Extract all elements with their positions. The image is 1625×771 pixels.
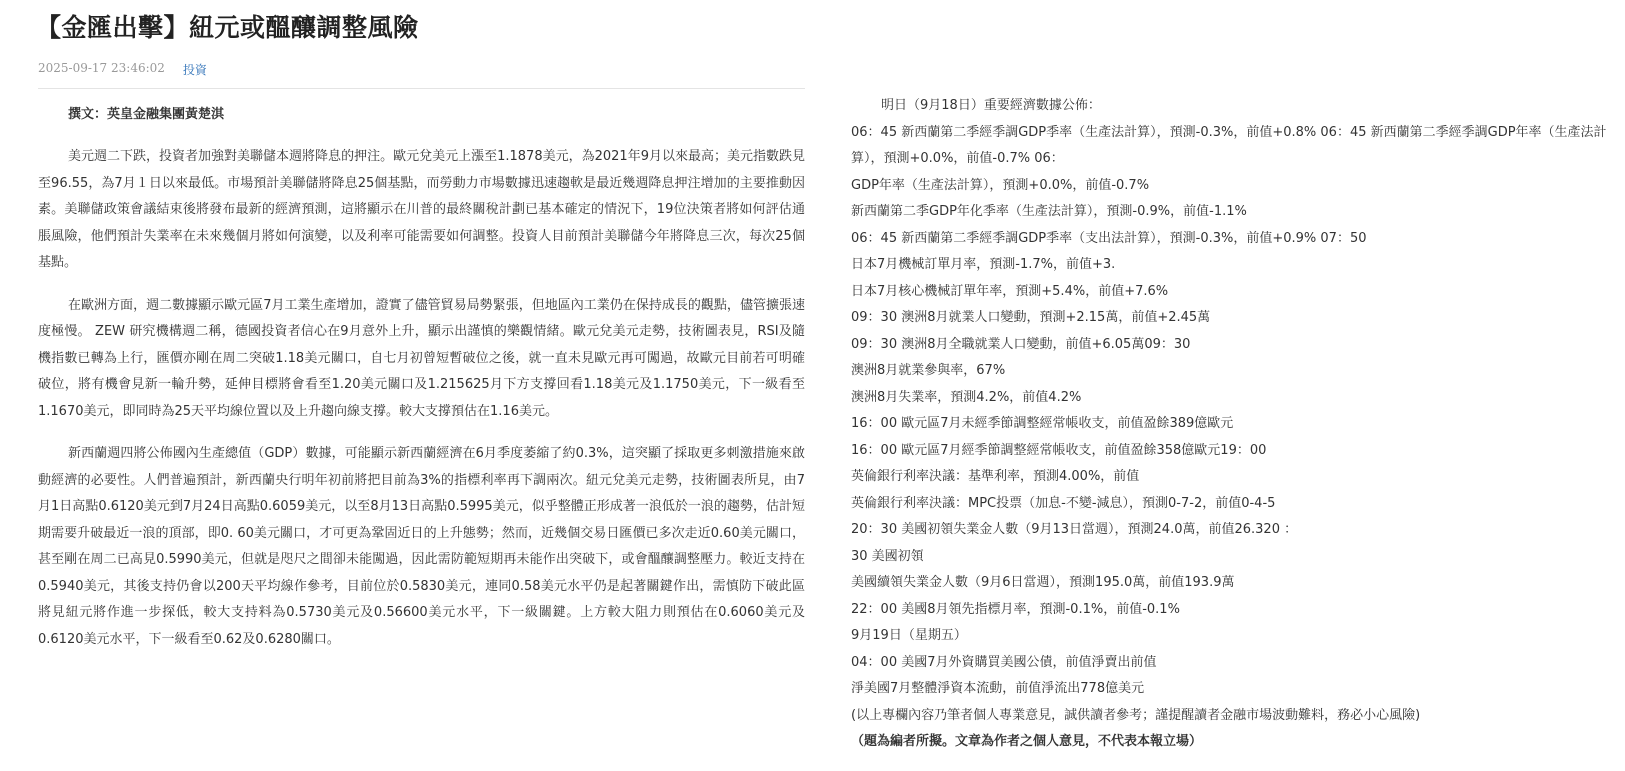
schedule-line: 06：45 新西蘭第二季經季調GDP季率（生產法計算），預測-0.3%，前值+0.8% 06：45 新西蘭第二季經季調GDP年率（生產法計算），預測+0.0%，前值-0.7% 06：: [851, 124, 1607, 166]
paragraph-usd: 美元週二下跌，投資者加強對美聯儲本週將降息的押注。歐元兌美元上漲至1.1878美元，為2021年9月以來最高；美元指數跌見至96.55，為7月１日以來最低。市場預計美聯儲將降息25個基點，而勞動力市場數據迅速趨軟是最近幾週降息押注增加的主要推動因素。美聯儲政策會議結束後將發布最新的經濟預測，這將顯示在川普的最終關稅計劃已基本確定的情況下，19位決策者將如何評估通脹風險，他們預計失業率在未來幾個月將如何演變，以及利率可能需要如何調整。投資人目前預計美聯儲今年將降息三次，每次25個基點。: [38, 149, 805, 270]
disclaimer: (以上專欄內容乃筆者個人專業意見，誠供讀者參考；謹提醒讀者金融市場波動難料，務必小心風險): [851, 707, 1421, 723]
schedule-line: 澳洲8月失業率，預測4.2%，前值4.2%: [851, 389, 1082, 405]
schedule-line: 09：30 澳洲8月就業人口變動，預測+2.15萬，前值+2.45萬: [851, 310, 1211, 325]
schedule-line: GDP年率（生產法計算），預測+0.0%，前值-0.7%: [851, 177, 1150, 193]
schedule-line: 16：00 歐元區7月經季節調整經常帳收支，前值盈餘358億歐元19：00: [851, 442, 1267, 458]
schedule-line: 英倫銀行利率決議：MPC投票（加息-不變-減息），預測0-7-2，前值0-4-5: [851, 495, 1276, 511]
schedule-line: 20：30 美國初領失業金人數（9月13日當週），預測24.0萬，前值26.320 ：: [851, 522, 1298, 537]
schedule-line: 日本7月機械訂單月率，預測-1.7%，前值+3.: [851, 257, 1116, 272]
schedule-heading: 明日（9月18日）重要經濟數據公佈：: [881, 98, 1101, 113]
paragraph-nzd: 新西蘭週四將公佈國內生產總值（GDP）數據，可能顯示新西蘭經濟在6月季度萎縮了約0.3%，這突顯了採取更多刺激措施來啟動經濟的必要性。人們普遍預計，新西蘭央行明年初前將把目前為3%的指標利率再下調兩次。紐元兌美元走勢，技術圖表所見，由7月1日高點0.6120美元到7月24日高點0.6059美元，以至8月13日高點0.5995美元，似乎整體正形成著一浪低於一浪的趨勢，估計短期需要升破最近一浪的頂部，即0. 60美元關口，才可更為鞏固近日的上升態勢；然而，近幾個交易日匯價已多次走近0.60美元關口，甚至剛在周二已高見0.5990美元，但就是咫尺之間卻未能闖過，因此需防範短期再未能作出突破下，或會醞釀調整壓力。較近支持在0.5940美元，其後支持仍會以200天平均線作參考，目前位於0.5830美元，連同0.58美元水平仍是起著關鍵作出，需慎防下破此區將見紐元將作進一步探低，較大支持料為0.5730美元及0.56600美元水平，下一級關鍵。上方較大阻力則預估在0.6060美元及0.6120美元水平，下一級看至0.62及0.6280關口。: [38, 446, 805, 647]
title-divider: [38, 88, 805, 89]
schedule-date-heading: 9月19日（星期五）: [851, 628, 967, 643]
editor-note: （題為編者所擬。文章為作者之個人意見，不代表本報立場）: [851, 734, 1203, 749]
schedule-line: 09：30 澳洲8月全職就業人口變動，前值+6.05萬09：30: [851, 336, 1191, 352]
schedule-line: 04：00 美國7月外資購買美國公債，前值淨賣出前值: [851, 654, 1157, 670]
author-byline: 撰文：英皇金融集團黃楚淇: [68, 107, 225, 122]
schedule-line: 日本7月核心機械訂單年率，預測+5.4%，前值+7.6%: [851, 283, 1169, 299]
schedule-line: 美國續領失業金人數（9月6日當週），預測195.0萬，前值193.9萬: [851, 575, 1235, 590]
schedule-line: 30 美國初領: [851, 548, 924, 564]
schedule-line: 22：00 美國8月領先指標月率，預測-0.1%，前值-0.1%: [851, 601, 1180, 617]
schedule-line: 英倫銀行利率決議：基準利率，預測4.00%，前值: [851, 469, 1140, 484]
category-link[interactable]: 投資: [182, 63, 207, 77]
article-body: [38, 100, 805, 669]
article-meta: [38, 61, 207, 78]
paragraph-eur: 在歐洲方面，週二數據顯示歐元區7月工業生產增加，證實了儘管貿易局勢緊張，但地區內工業仍在保持成長的觀點，儘管擴張速度極慢。 ZEW 研究機構週二稱，德國投資者信心在9月意外上升，顯示出謹慎的樂觀情緒。歐元兌美元走勢，技術圖表見，RSI及隨機指數已轉為上行，匯價亦剛在周二突破1.18美元關口，自七月初曾短暫破位之後，就一直未見歐元再可闖過，故歐元目前若可明確破位，將有機會見新一輪升勢，延伸目標將會看至1.20美元關口及1.215625月下方支撐回看1.18美元及1.1750美元，下一級看至1.1670美元，即同時為25天平均線位置以及上升趨向線支撐。較大支撐預估在1.16美元。: [38, 297, 805, 419]
schedule-line: 新西蘭第二季GDP年化季率（生產法計算），預測-0.9%，前值-1.1%: [851, 204, 1247, 219]
schedule-line: 06：45 新西蘭第二季經季調GDP季率（支出法計算），預測-0.3%，前值+0.9% 07：50: [851, 230, 1367, 246]
schedule-line: 16：00 歐元區7月未經季節調整經常帳收支，前值盈餘389億歐元: [851, 416, 1234, 431]
economic-schedule: [851, 93, 1621, 756]
publish-date: 2025-09-17 23:46:02: [38, 61, 165, 75]
article-title: 【金匯出擊】紐元或醞釀調整風險: [36, 13, 419, 42]
schedule-line: 淨美國7月整體淨資本流動，前值淨流出778億美元: [851, 681, 1145, 696]
schedule-line: 澳洲8月就業參與率，67%: [851, 363, 1006, 378]
